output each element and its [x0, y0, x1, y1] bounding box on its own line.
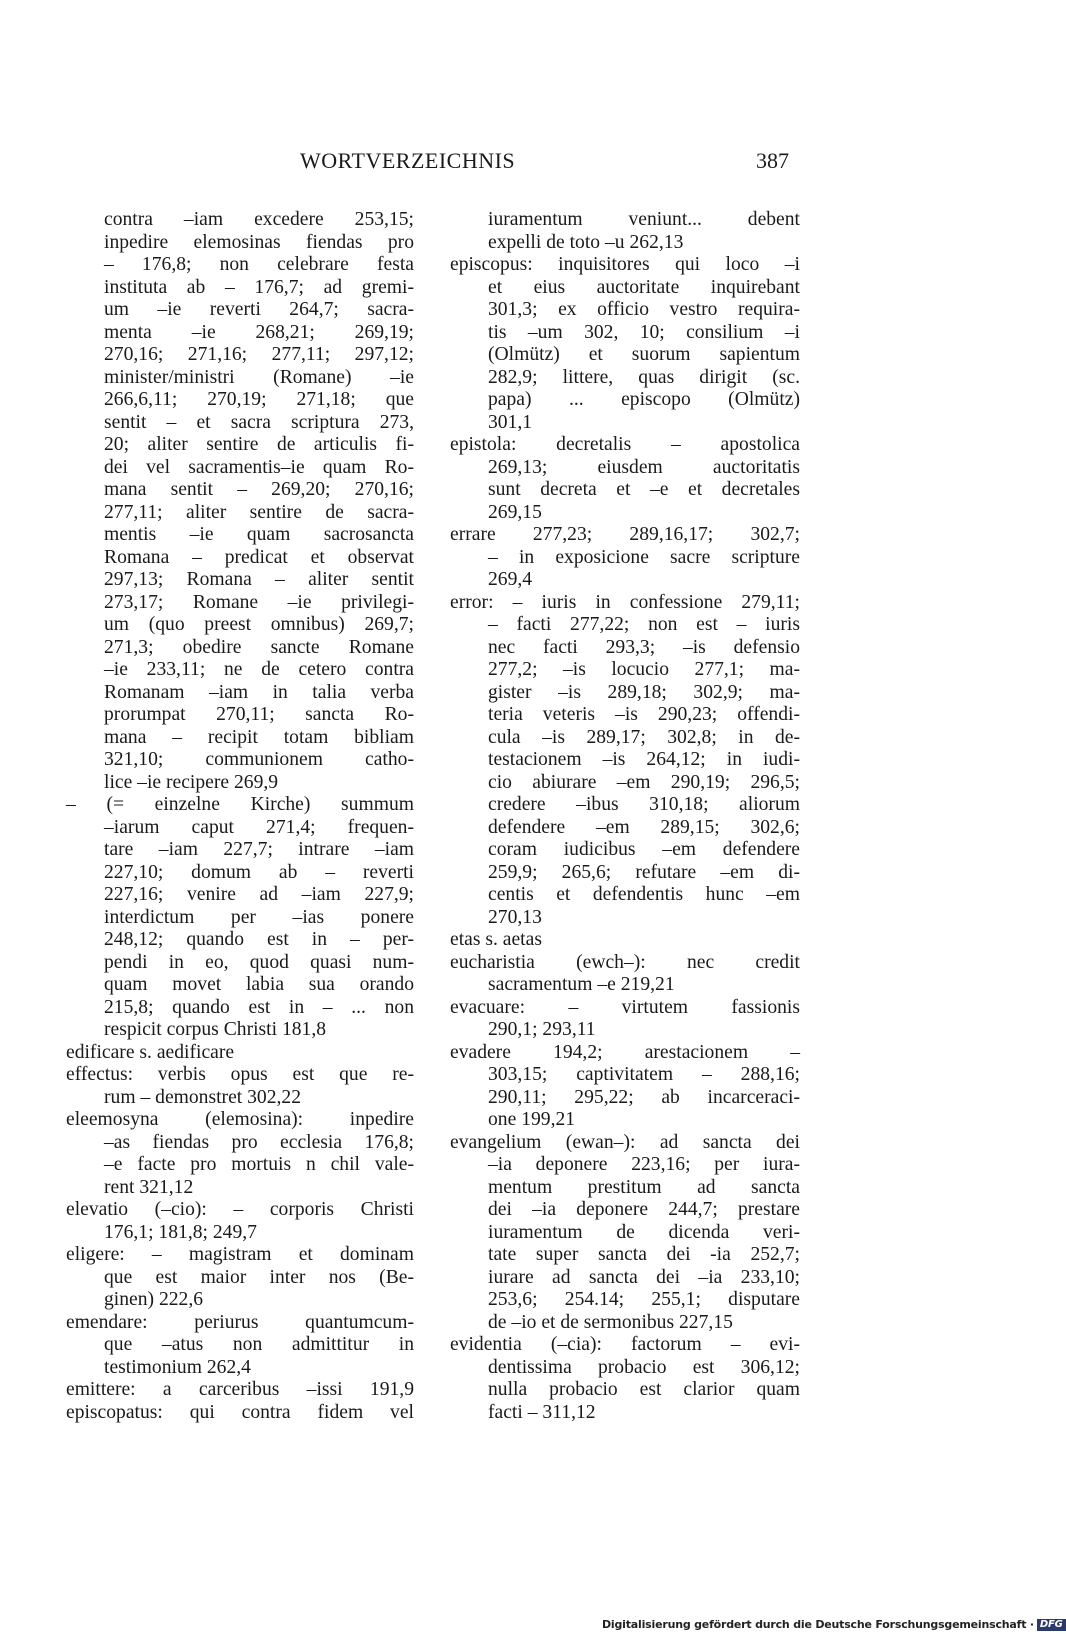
index-line: 282,9; littere, quas dirigit (sc.: [488, 366, 800, 388]
index-line: 269,4: [488, 569, 533, 590]
index-column-right: [450, 209, 800, 1424]
index-line: –iarum caput 271,4; frequen-: [104, 816, 414, 838]
index-line: 270,16; 271,16; 277,11; 297,12;: [104, 344, 414, 365]
index-line: sunt decreta et –e et decretales: [488, 479, 800, 500]
index-line: que est maior inter nos (Be-: [104, 1266, 414, 1288]
running-title: WORTVERZEICHNIS: [300, 148, 516, 173]
index-line: mentum prestitum ad sancta: [488, 1176, 800, 1198]
index-line: contra –iam excedere 253,15;: [104, 209, 414, 230]
index-line: evidentia (–cia): factorum – evi-: [450, 1334, 800, 1355]
index-line: 277,2; –is locucio 277,1; ma-: [488, 659, 800, 680]
index-line: iurare ad sancta dei –ia 233,10;: [488, 1266, 800, 1288]
index-line: rum – demonstret 302,22: [104, 1086, 301, 1108]
index-line: defendere –em 289,15; 302,6;: [488, 816, 800, 838]
index-line: interdictum per –ias ponere: [104, 906, 414, 928]
dfg-logo: DFG: [1037, 1619, 1066, 1631]
index-line: one 199,21: [488, 1109, 576, 1130]
index-line: effectus: verbis opus est que re-: [66, 1064, 414, 1085]
index-line: dei –ia deponere 244,7; prestare: [488, 1199, 800, 1220]
index-line: – facti 277,22; non est – iuris: [488, 614, 800, 635]
index-line: eleemosyna (elemosina): inpedire: [66, 1109, 414, 1130]
index-line: 259,9; 265,6; refutare –em di-: [488, 861, 800, 883]
index-line: minister/ministri (Romane) –ie: [104, 366, 414, 388]
index-line: (Olmütz) et suorum sapientum: [488, 344, 800, 365]
index-line: sentit – et sacra scriptura 273,: [104, 411, 414, 433]
index-line: –e facte pro mortuis n chil vale-: [104, 1154, 414, 1175]
index-line: quam movet labia sua orando: [104, 974, 414, 995]
index-line: tate super sancta dei -ia 252,7;: [488, 1244, 800, 1265]
index-line: errare 277,23; 289,16,17; 302,7;: [450, 524, 800, 545]
index-line: epistola: decretalis – apostolica: [450, 434, 800, 455]
index-line: ginen) 222,6: [104, 1289, 204, 1310]
index-line: gister –is 289,18; 302,9; ma-: [488, 681, 800, 703]
index-line: et eius auctoritate inquirebant: [488, 276, 800, 298]
index-line: que –atus non admittitur in: [104, 1334, 414, 1355]
index-line: 321,10; communionem catho-: [104, 749, 414, 770]
index-line: Romana – predicat et observat: [104, 546, 414, 568]
index-line: cio abiurare –em 290,19; 296,5;: [488, 771, 800, 793]
index-line: etas s. aetas: [450, 929, 542, 950]
index-line: –ie 233,11; ne de cetero contra: [104, 659, 414, 680]
index-line: 273,17; Romane –ie privilegi-: [104, 591, 414, 613]
index-line: eligere: – magistram et dominam: [66, 1244, 414, 1265]
index-line: edificare s. aedificare: [66, 1041, 235, 1063]
index-line: 20; aliter sentire de articulis fi-: [104, 434, 414, 455]
index-line: 176,1; 181,8; 249,7: [104, 1221, 257, 1243]
index-line: teria veteris –is 290,23; offendi-: [488, 704, 800, 725]
index-line: 215,8; quando est in – ... non: [104, 996, 414, 1018]
index-line: 227,10; domum ab – reverti: [104, 861, 414, 883]
index-line: 271,3; obedire sancte Romane: [104, 636, 414, 658]
index-line: episcopus: inquisitores qui loco –i: [450, 254, 800, 275]
index-line: emittere: a carceribus –issi 191,9: [66, 1379, 414, 1400]
index-line: emendare: periurus quantumcum-: [66, 1311, 414, 1333]
index-line: credere –ibus 310,18; aliorum: [488, 794, 800, 815]
index-line: pendi in eo, quod quasi num-: [104, 951, 414, 973]
index-line: 269,13; eiusdem auctoritatis: [488, 456, 800, 478]
index-line: nulla probacio est clarior quam: [488, 1379, 800, 1400]
index-line: error: – iuris in confessione 279,11;: [450, 591, 800, 613]
index-line: tis –um 302, 10; consilium –i: [488, 321, 800, 343]
index-line: iuramentum veniunt... debent: [488, 209, 800, 230]
index-line: dei vel sacramentis–ie quam Ro-: [104, 456, 414, 478]
index-line: 248,12; quando est in – per-: [104, 929, 414, 950]
index-line: 290,1; 293,11: [488, 1019, 596, 1040]
index-line: expelli de toto –u 262,13: [488, 231, 684, 253]
index-line: 270,13: [488, 906, 542, 928]
index-line: tare –iam 227,7; intrare –iam: [104, 839, 414, 860]
index-line: rent 321,12: [104, 1176, 194, 1198]
index-line: mentis –ie quam sacrosancta: [104, 524, 414, 545]
index-line: mana sentit – 269,20; 270,16;: [104, 479, 414, 500]
index-line: um –ie reverti 264,7; sacra-: [104, 299, 414, 320]
index-line: 301,3; ex officio vestro requira-: [488, 299, 800, 320]
index-line: um (quo preest omnibus) 269,7;: [104, 614, 414, 635]
index-line: evacuare: – virtutem fassionis: [450, 996, 800, 1018]
index-line: –as fiendas pro ecclesia 176,8;: [104, 1131, 414, 1153]
index-line: Romanam –iam in talia verba: [104, 681, 414, 703]
index-line: 269,15: [488, 501, 542, 523]
index-line: – in exposicione sacre scripture: [488, 546, 800, 568]
index-line: –ia deponere 223,16; per iura-: [488, 1154, 800, 1175]
index-line: mana – recipit totam bibliam: [104, 726, 414, 748]
index-line: 301,1: [488, 411, 533, 433]
index-line: elevatio (–cio): – corporis Christi: [66, 1199, 414, 1220]
index-line: lice –ie recipere 269,9: [104, 771, 279, 793]
index-line: menta –ie 268,21; 269,19;: [104, 321, 414, 343]
index-line: 227,16; venire ad –iam 227,9;: [104, 884, 414, 905]
index-line: respicit corpus Christi 181,8: [104, 1019, 327, 1040]
index-line: 297,13; Romana – aliter sentit: [104, 569, 414, 590]
index-line: testacionem –is 264,12; in iudi-: [488, 749, 800, 770]
index-line: nec facti 293,3; –is defensio: [488, 636, 800, 658]
index-line: iuramentum de dicenda veri-: [488, 1221, 800, 1243]
index-column-left: [66, 209, 414, 1424]
index-line: de –io et de sermonibus 227,15: [488, 1311, 733, 1333]
index-line: papa) ... episcopo (Olmütz): [488, 389, 800, 410]
index-line: – 176,8; non celebrare festa: [104, 254, 414, 275]
index-line: 266,6,11; 270,19; 271,18; que: [104, 389, 414, 410]
footer-text: Digitalisierung gefördert durch die Deutsche Forschungsgemeinschaft ·: [602, 1618, 1034, 1631]
index-line: prorumpat 270,11; sancta Ro-: [104, 704, 414, 725]
index-line: eucharistia (ewch–): nec credit: [450, 951, 800, 973]
index-line: 253,6; 254.14; 255,1; disputare: [488, 1289, 800, 1310]
index-line: 290,11; 295,22; ab incarceraci-: [488, 1086, 800, 1108]
index-line: 303,15; captivitatem – 288,16;: [488, 1064, 800, 1085]
index-line: dentissima probacio est 306,12;: [488, 1356, 800, 1378]
index-line: coram iudicibus –em defendere: [488, 839, 800, 860]
index-line: cula –is 289,17; 302,8; in de-: [488, 726, 800, 748]
index-line: inpedire elemosinas fiendas pro: [104, 231, 414, 253]
index-line: centis et defendentis hunc –em: [488, 884, 800, 905]
index-line: evadere 194,2; arestacionem –: [450, 1041, 800, 1063]
index-line: sacramentum –e 219,21: [488, 974, 675, 995]
index-line: – (= einzelne Kirche) summum: [66, 794, 414, 815]
index-line: 277,11; aliter sentire de sacra-: [104, 501, 414, 523]
index-line: testimonium 262,4: [104, 1356, 251, 1378]
index-line: instituta ab – 176,7; ad gremi-: [104, 276, 414, 298]
index-line: episcopatus: qui contra fidem vel: [66, 1401, 414, 1423]
page-number: 387: [756, 148, 789, 173]
index-line: facti – 311,12: [488, 1401, 596, 1423]
digitization-footer: [602, 1618, 1066, 1631]
index-line: evangelium (ewan–): ad sancta dei: [450, 1131, 800, 1153]
